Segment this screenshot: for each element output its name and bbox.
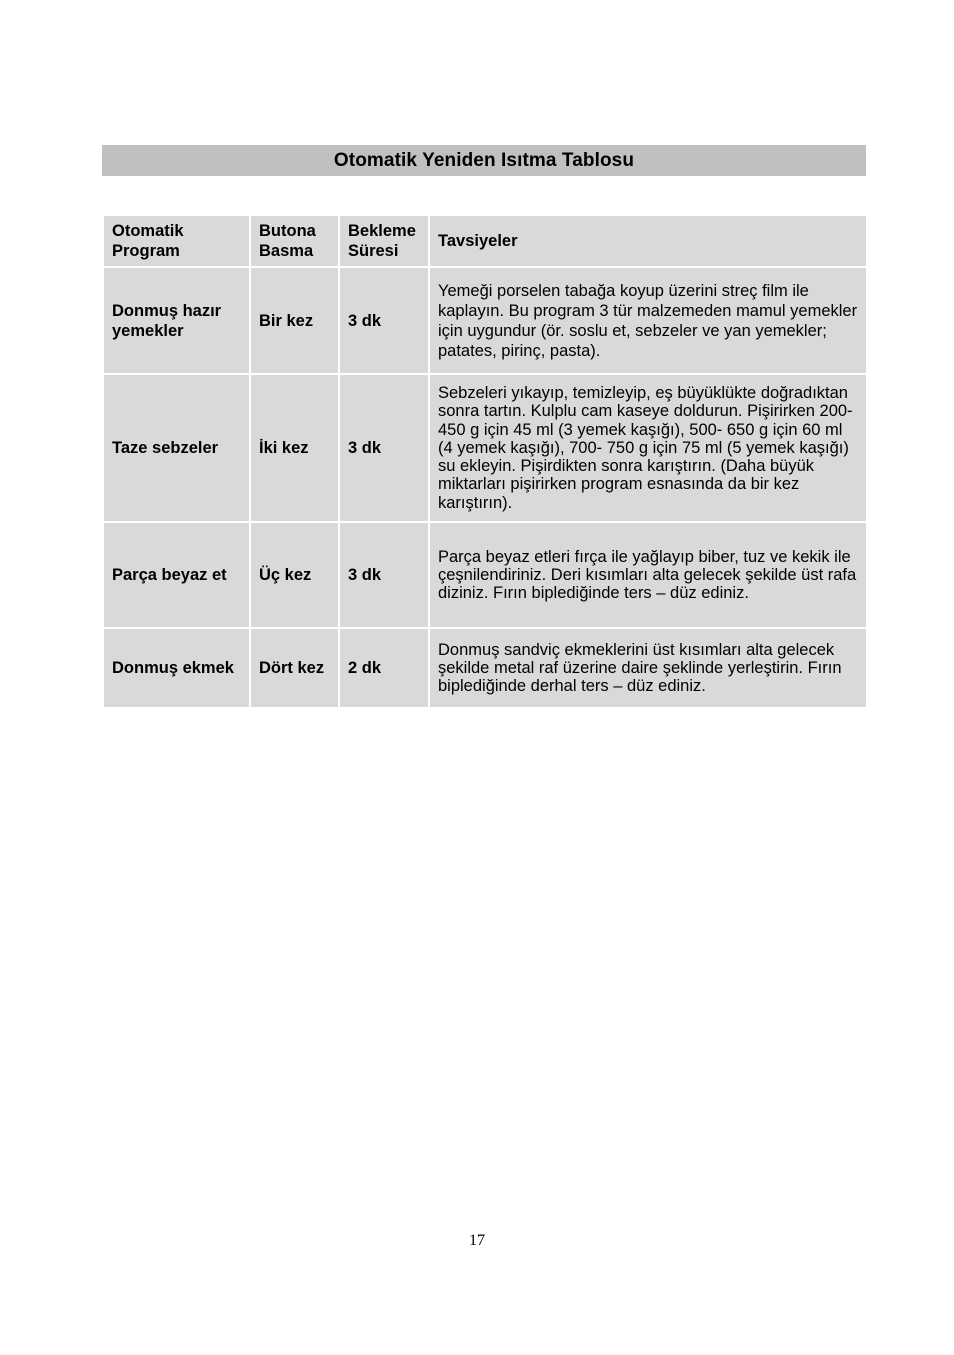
cell-wait: 3 dk bbox=[339, 267, 429, 374]
cell-program: Donmuş hazır yemekler bbox=[103, 267, 250, 374]
cell-program: Taze sebzeler bbox=[103, 374, 250, 522]
table-header-row bbox=[103, 215, 867, 267]
reheat-table bbox=[102, 214, 868, 709]
cell-press: Bir kez bbox=[250, 267, 339, 374]
cell-wait: 3 dk bbox=[339, 522, 429, 628]
cell-wait: 2 dk bbox=[339, 628, 429, 708]
cell-program: Donmuş ekmek bbox=[103, 628, 250, 708]
cell-press: Üç kez bbox=[250, 522, 339, 628]
cell-advice: Donmuş sandviç ekmeklerini üst kısımları alta gelecek şekilde metal raf üzerine daire şeklinde yerleştirin. Fırın biplediğinde derhal ters – düz ediniz. bbox=[429, 628, 867, 708]
cell-advice: Sebzeleri yıkayıp, temizleyip, eş büyüklükte doğradıktan sonra tartın. Kulplu cam kaseye doldurun. Pişirirken 200- 450 g için 45 ml (3 yemek kaşığı), 500- 650 g için 60 ml (4 yemek kaşığı), 700- 750 g için 75 ml (5 yemek kaşığı) su ekleyin. Pişirdikten sonra karıştırın. (Daha büyük miktarları pişirirken program esnasında da bir kez karıştırın). bbox=[429, 374, 867, 522]
header-program: Otomatik Program bbox=[103, 215, 250, 267]
cell-press: İki kez bbox=[250, 374, 339, 522]
header-press: Butona Basma bbox=[250, 215, 339, 267]
cell-wait: 3 dk bbox=[339, 374, 429, 522]
header-wait: Bekleme Süresi bbox=[339, 215, 429, 267]
table-row bbox=[103, 374, 867, 522]
table-row bbox=[103, 628, 867, 708]
cell-advice: Yemeği porselen tabağa koyup üzerini streç film ile kaplayın. Bu program 3 tür malzemeden mamul yemekler için uygundur (ör. soslu et, sebzeler ve yan yemekler; patates, pirinç, pasta). bbox=[429, 267, 867, 374]
table-row bbox=[103, 267, 867, 374]
table-row bbox=[103, 522, 867, 628]
cell-press: Dört kez bbox=[250, 628, 339, 708]
table-title-text: Otomatik Yeniden Isıtma Tablosu bbox=[333, 149, 635, 171]
page-number: 17 bbox=[469, 1232, 485, 1249]
header-advice: Tavsiyeler bbox=[429, 215, 867, 267]
cell-program: Parça beyaz et bbox=[103, 522, 250, 628]
cell-advice: Parça beyaz etleri fırça ile yağlayıp biber, tuz ve kekik ile çeşnilendiriniz. Deri kısımları alta gelecek şekilde üst rafa diziniz. Fırın biplediğinde ters – düz ediniz. bbox=[429, 522, 867, 628]
table-title bbox=[102, 145, 866, 176]
